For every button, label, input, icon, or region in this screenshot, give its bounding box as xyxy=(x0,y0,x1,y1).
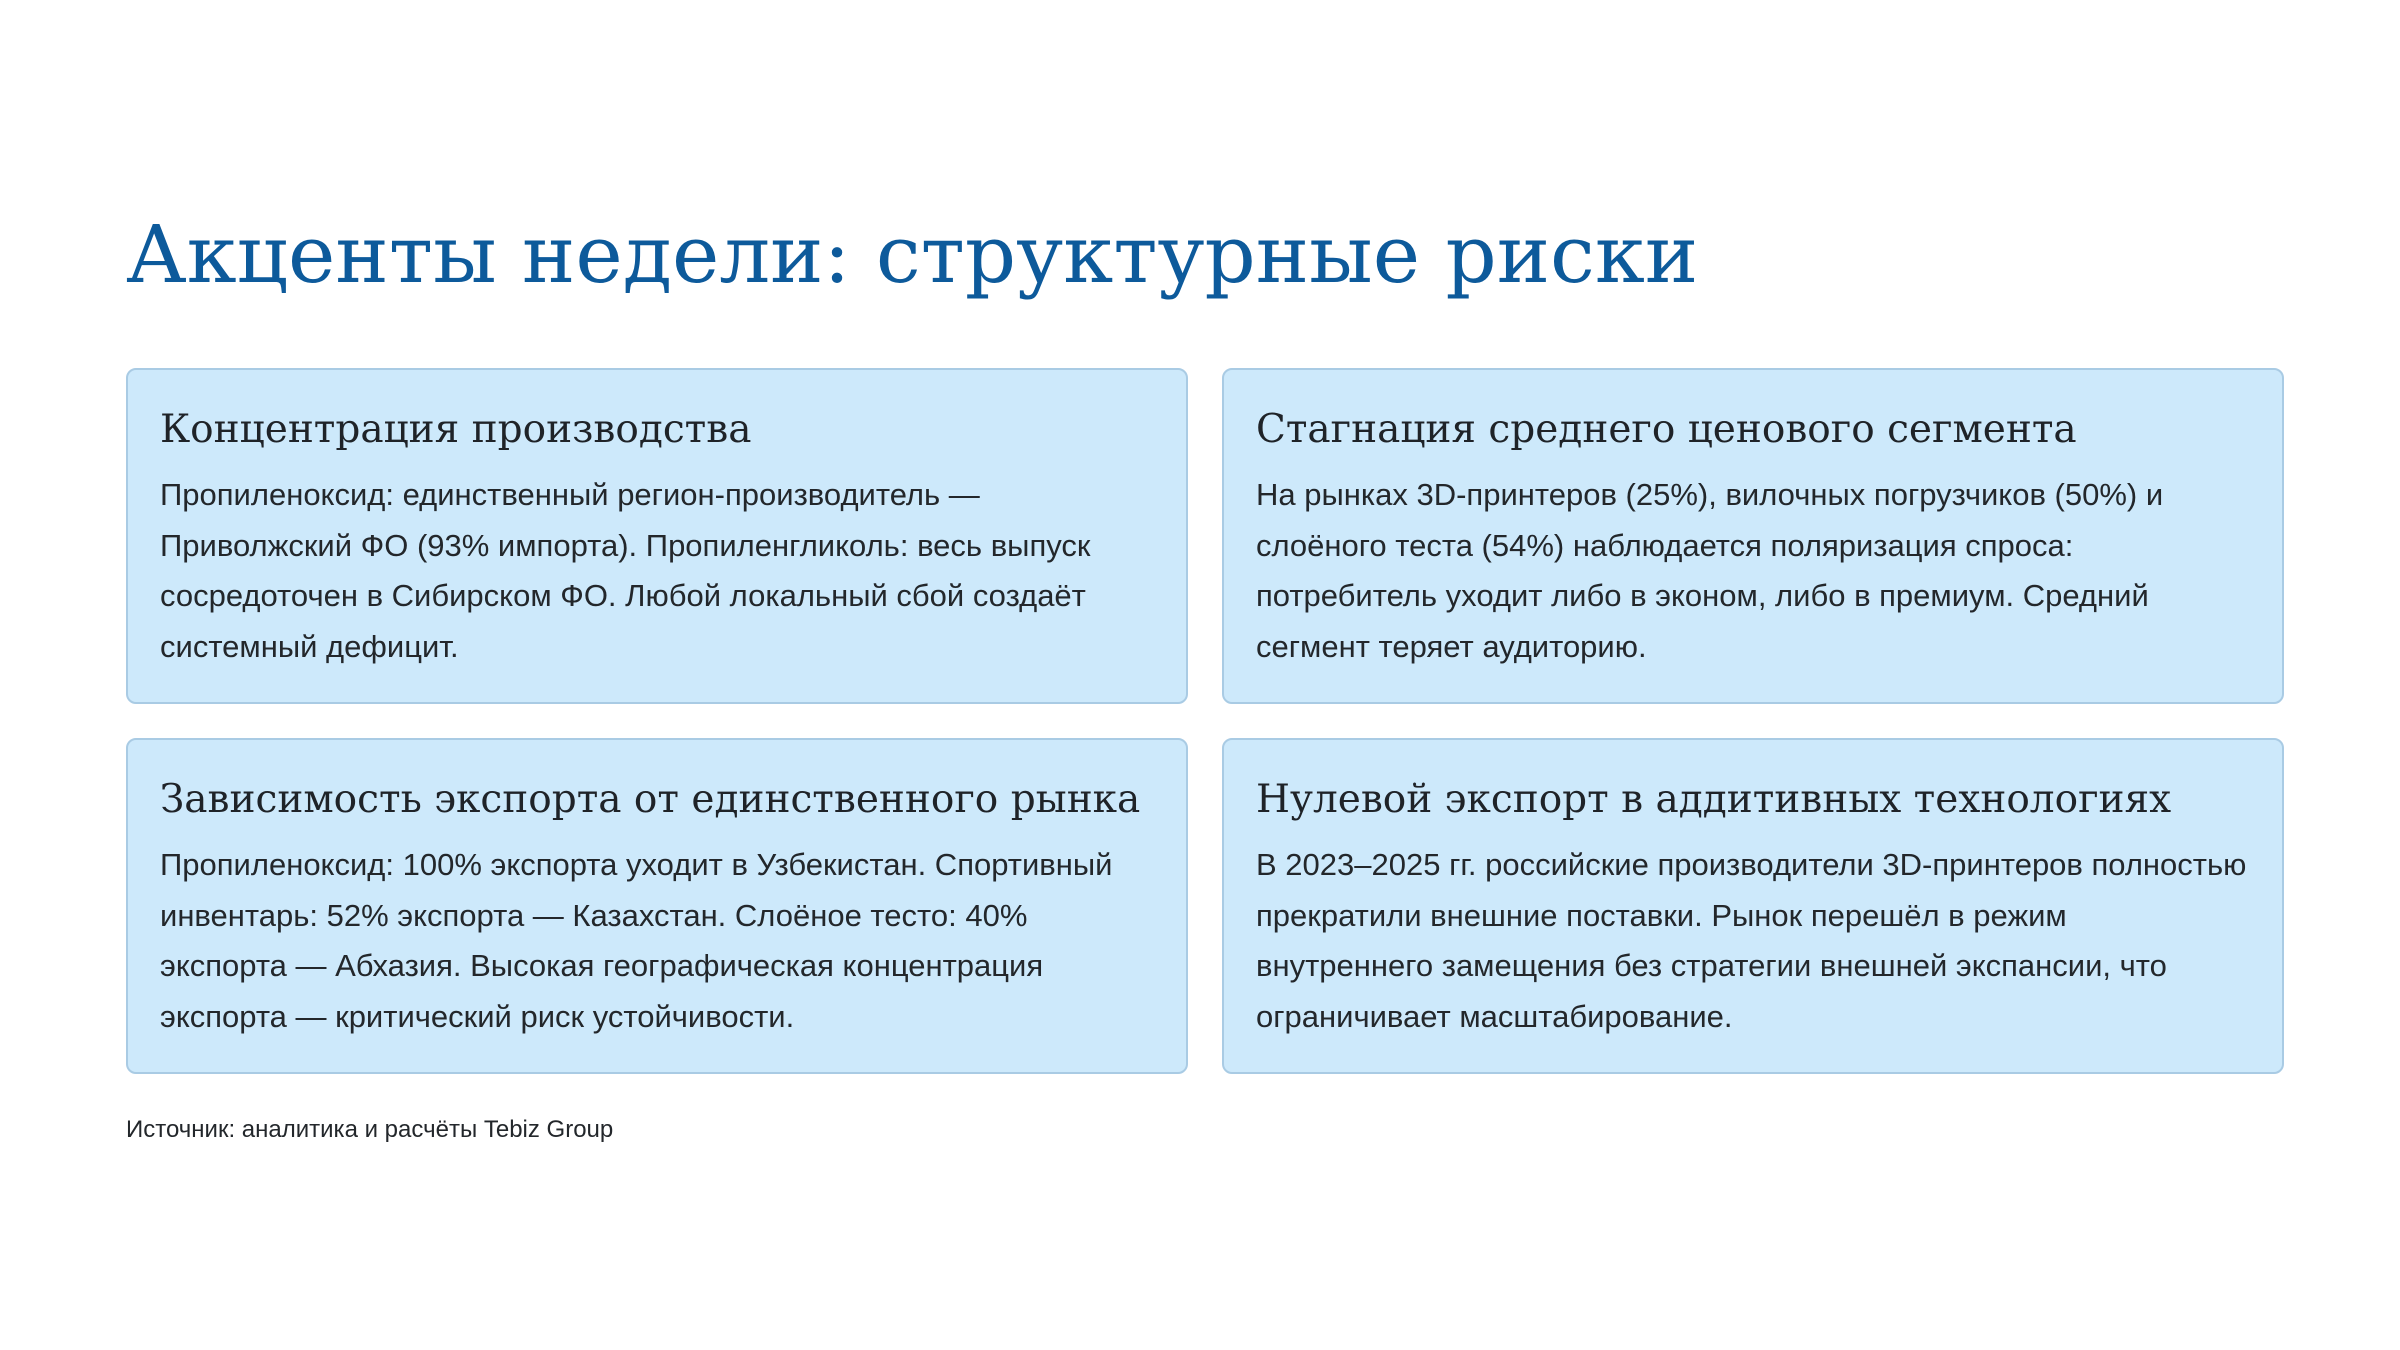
card-production-concentration xyxy=(126,368,1188,704)
card-title: Зависимость экспорта от единственного рынка xyxy=(160,777,1141,822)
cards-grid xyxy=(126,368,2286,1074)
source-note: Источник: аналитика и расчёты Tebiz Group xyxy=(126,1116,614,1143)
card-title: Нулевой экспорт в аддитивных технологиях xyxy=(1256,777,2172,822)
card-text: На рынках 3D-принтеров (25%), вилочных погрузчиков (50%) и слоёного теста (54%) наблюдается поляризация спроса: потребитель уходит либо в эконом, либо в премиум. Средний сегмент теряет аудиторию. xyxy=(1256,477,2164,664)
card-title: Стагнация среднего ценового сегмента xyxy=(1256,407,2077,452)
card-title: Концентрация производства xyxy=(160,407,752,452)
card-text: Пропиленоксид: единственный регион-производитель — Приволжский ФО (93% импорта). Пропиленгликоль: весь выпуск сосредоточен в Сибирском ФО. Любой локальный сбой создаёт системный дефицит. xyxy=(160,477,1091,664)
card-text: Пропиленоксид: 100% экспорта уходит в Узбекистан. Спортивный инвентарь: 52% экспорта — Казахстан. Слоёное тесто: 40% экспорта — Абхазия. Высокая географическая концентрация экспорта — критический риск устойчивости. xyxy=(160,847,1113,1034)
card-mid-segment-stagnation xyxy=(1222,368,2284,704)
card-export-dependency xyxy=(126,738,1188,1074)
page-title: Акценты недели: структурные риски xyxy=(126,208,1699,301)
card-zero-export-additive xyxy=(1222,738,2284,1074)
card-text: В 2023–2025 гг. российские производители 3D-принтеров полностью прекратили внешние поставки. Рынок перешёл в режим внутреннего замещения без стратегии внешней экспансии, что ограничивает масштабирование. xyxy=(1256,847,2247,1034)
